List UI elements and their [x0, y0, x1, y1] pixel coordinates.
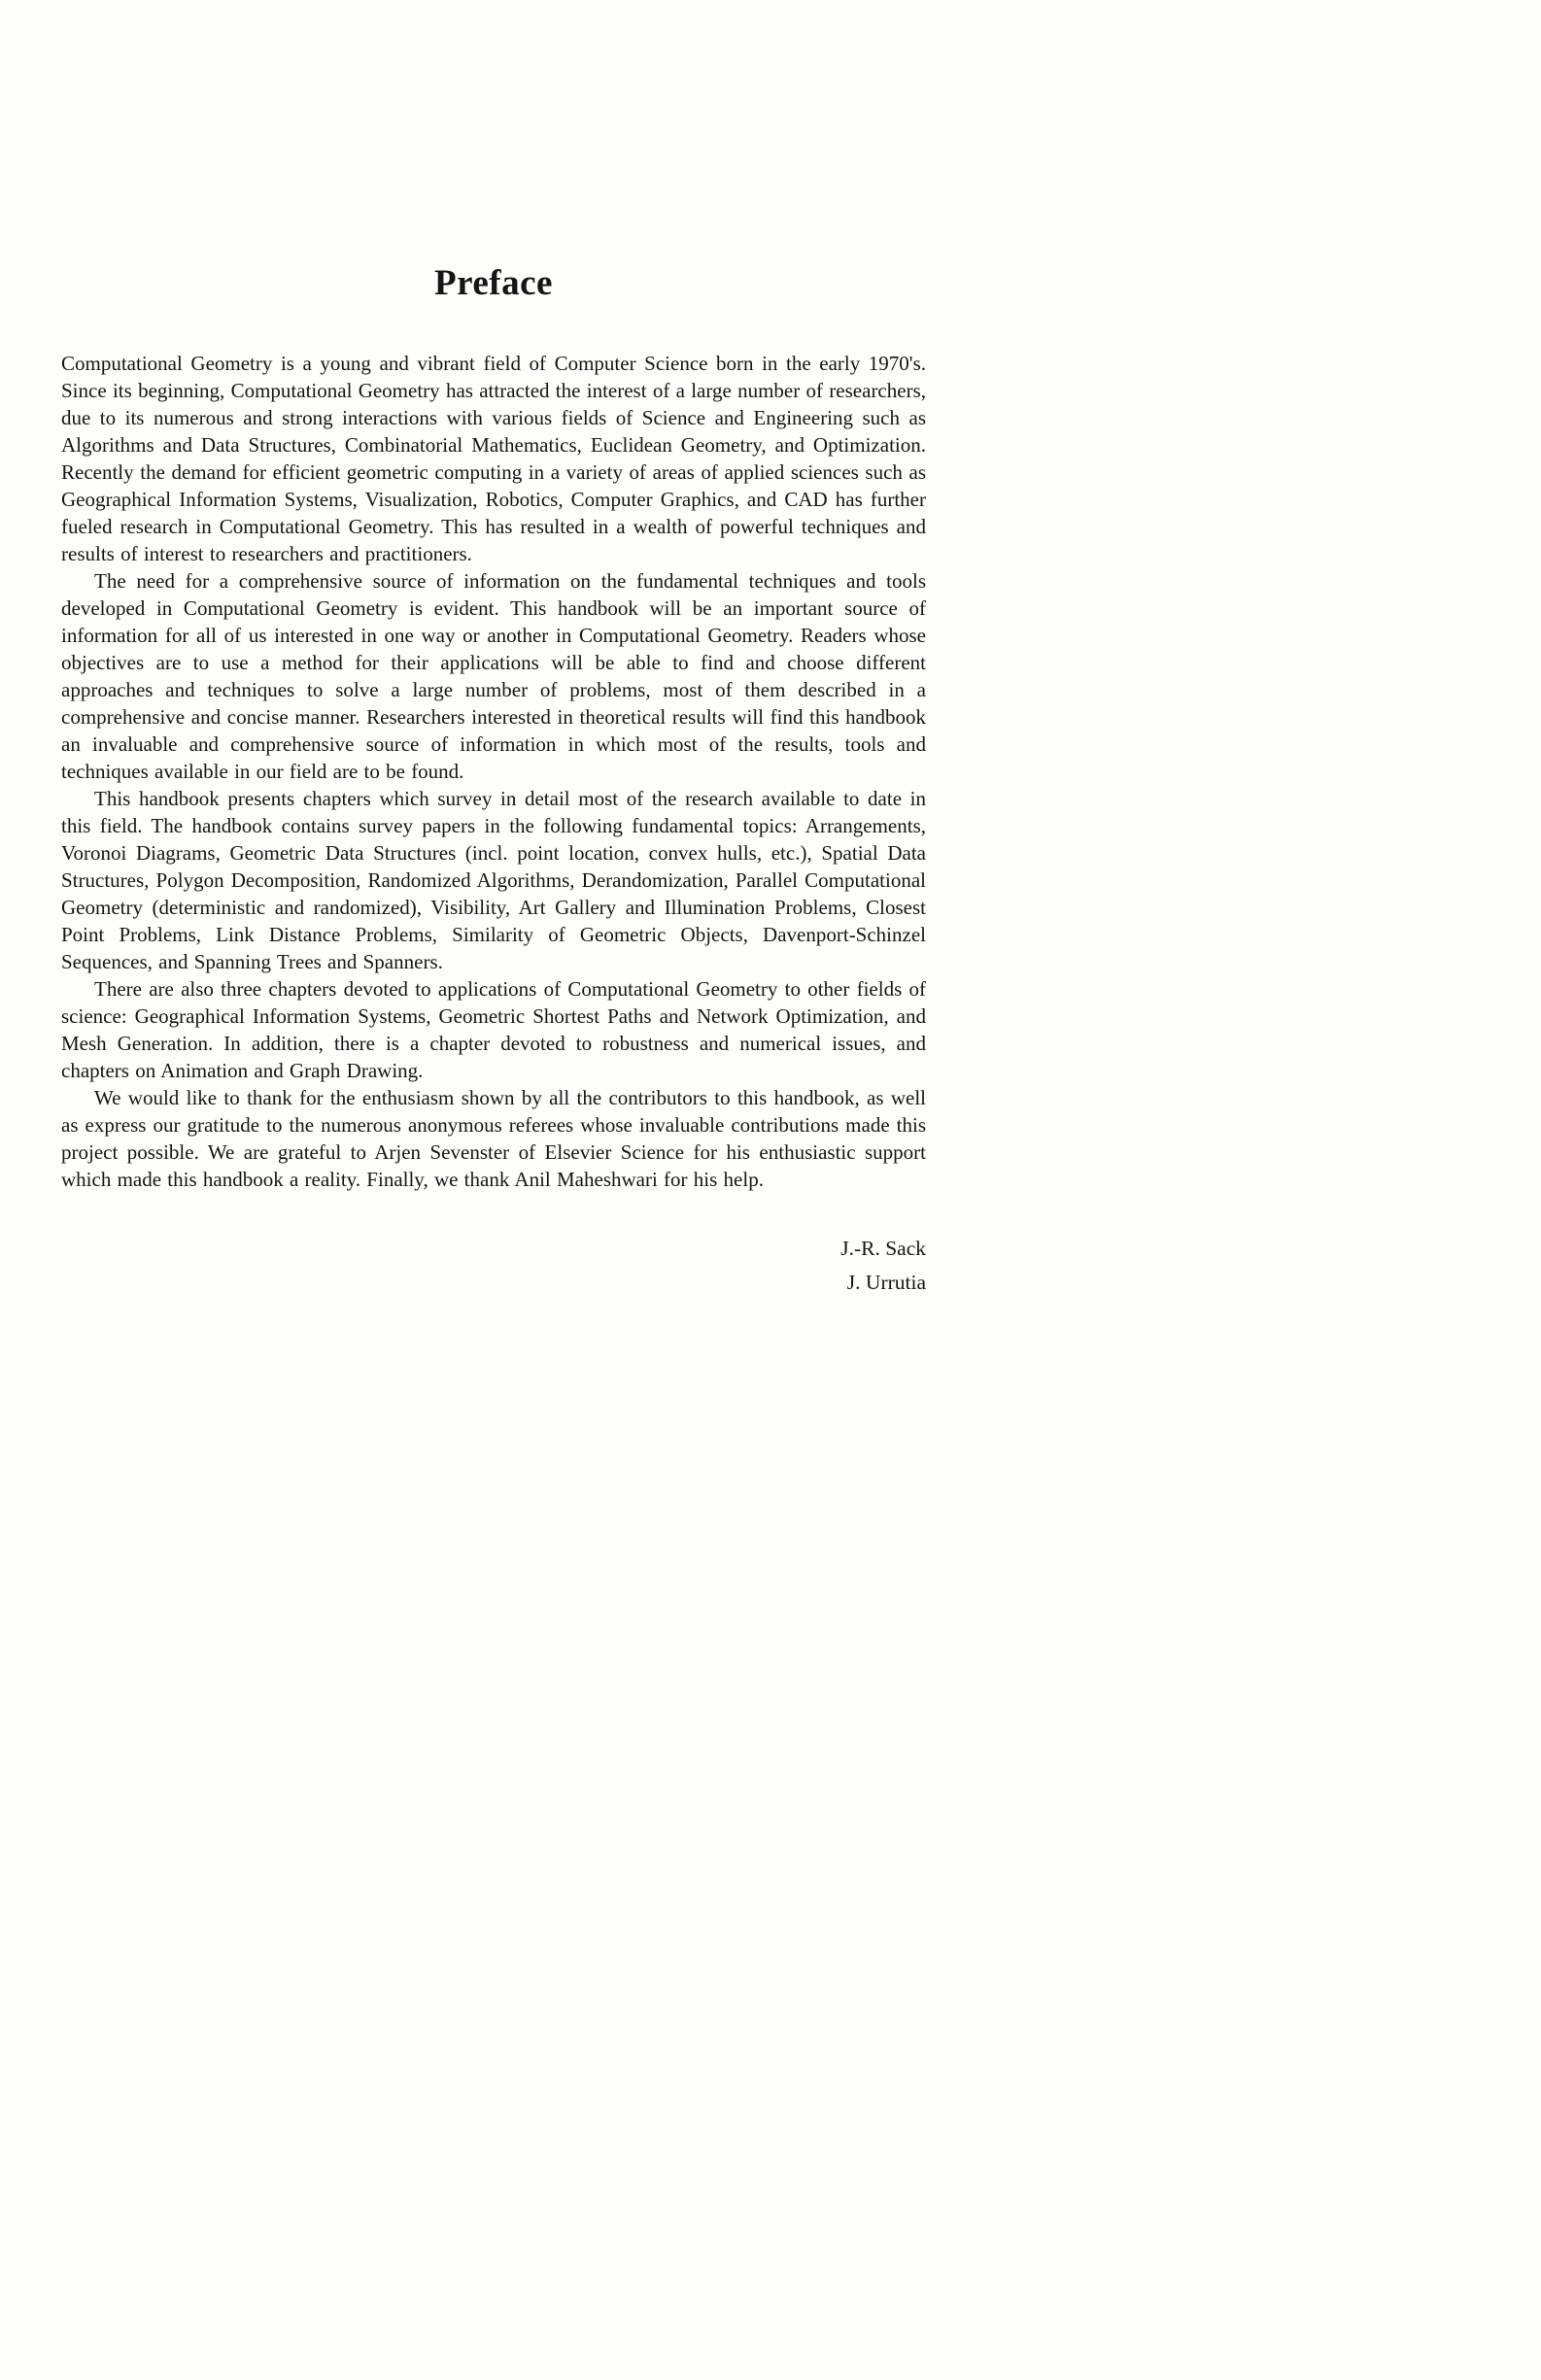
preface-paragraph-2: The need for a comprehensive source of information on the fundamental techniques and tools developed in Computational Geometry is evident. This handbook will be an important source of information for all of us interested in one way or another in Computational Geometry. Readers whose objectives are to use a method for their applications will be able to find and choose different approaches and techniques to solve a large number of problems, most of them described in a comprehensive and concise manner. Researchers interested in theoretical results will find this handbook an invaluable and comprehensive source of information in which most of the results, tools and techniques available in our field are to be found.: [61, 569, 926, 783]
page-title: Preface: [434, 263, 553, 303]
signature-block: [61, 1232, 926, 1300]
preface-content: [61, 0, 926, 1300]
preface-paragraph-4: There are also three chapters devoted to applications of Computational Geometry to other fields of science: Geographical Information Systems, Geometric Shortest Paths and Network Optimization, and Mesh Generation. In addition, there is a chapter devoted to robustness and numerical issues, and chapters on Animation and Graph Drawing.: [61, 977, 926, 1082]
preface-paragraph-5: We would like to thank for the enthusiasm shown by all the contributors to this handbook, as well as express our gratitude to the numerous anonymous referees whose invaluable contributions made this project possible. We are grateful to Arjen Sevenster of Elsevier Science for his enthusiastic support which made this handbook a reality. Finally, we thank Anil Maheshwari for his help.: [61, 1086, 926, 1191]
signature-author-2: J. Urrutia: [846, 1271, 926, 1294]
preface-paragraph-1: Computational Geometry is a young and vibrant field of Computer Science born in the early 1970's. Since its beginning, Computational Geometry has attracted the interest of a large number of researchers, due to its numerous and strong interactions with various fields of Science and Engineering such as Algorithms and Data Structures, Combinatorial Mathematics, Euclidean Geometry, and Optimization. Recently the demand for efficient geometric computing in a variety of areas of applied sciences such as Geographical Information Systems, Visualization, Robotics, Computer Graphics, and CAD has further fueled research in Computational Geometry. This has resulted in a wealth of powerful techniques and results of interest to researchers and practitioners.: [61, 352, 926, 565]
signature-author-1: J.-R. Sack: [840, 1237, 926, 1260]
preface-paragraph-3: This handbook presents chapters which survey in detail most of the research available to date in this field. The handbook contains survey papers in the following fundamental topics: Arrangements, Voronoi Diagrams, Geometric Data Structures (incl. point location, convex hulls, etc.), Spatial Data Structures, Polygon Decomposition, Randomized Algorithms, Derandomization, Parallel Computational Geometry (deterministic and randomized), Visibility, Art Gallery and Illumination Problems, Closest Point Problems, Link Distance Problems, Similarity of Geometric Objects, Davenport-Schinzel Sequences, and Spanning Trees and Spanners.: [61, 787, 926, 973]
preface-body: [61, 350, 926, 1193]
